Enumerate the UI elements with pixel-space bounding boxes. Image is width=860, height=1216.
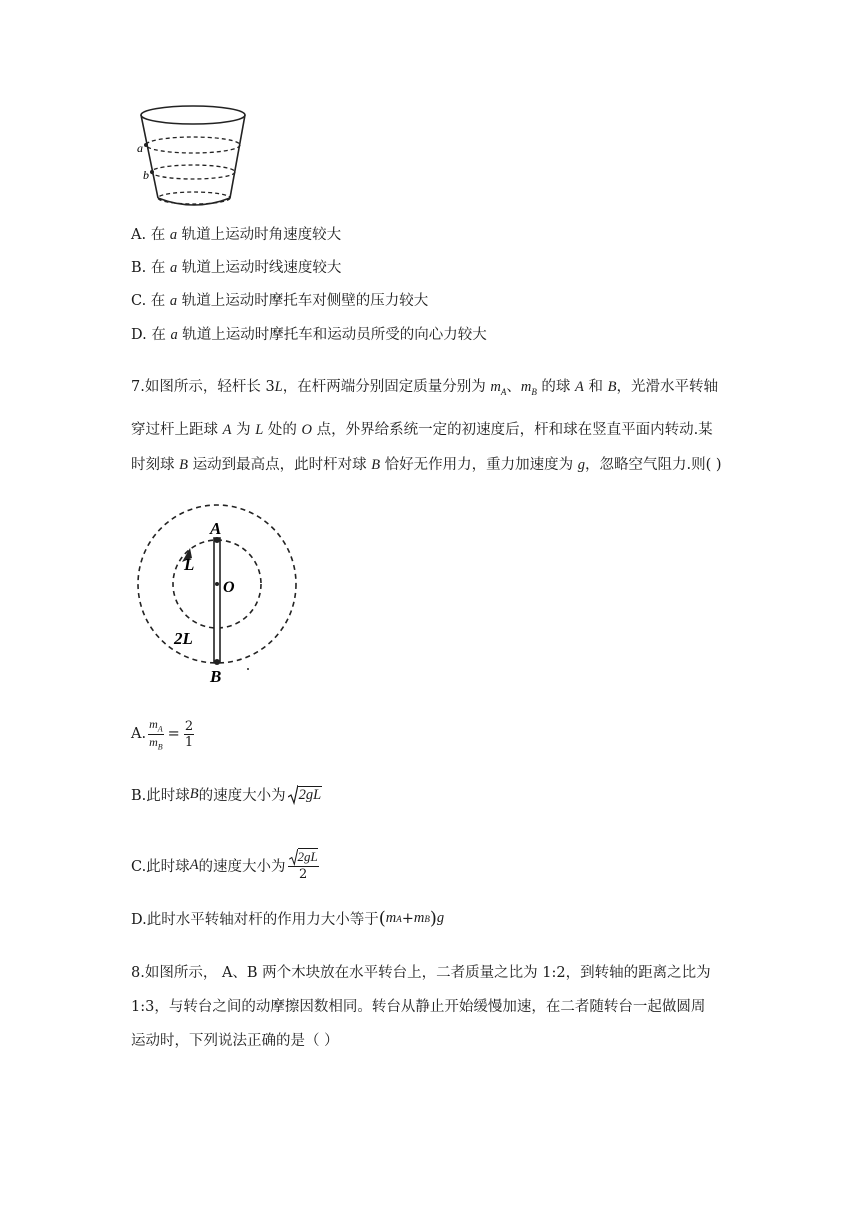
- label-B: B: [210, 667, 222, 686]
- q6-option-a: A. 在 a 轨道上运动时角速度较大: [131, 227, 342, 243]
- cup-label-b: b: [143, 168, 149, 182]
- q7-option-c: C.此时球 A 的速度大小为 $\frac{2gL}{2}$: [131, 848, 318, 882]
- q7-option-d: D.此时水平转轴对杆的作用力大小等于 ( m A + m B ) g: [131, 908, 445, 929]
- label-A: A: [210, 519, 222, 538]
- q6-option-b: B. 在 a 轨道上运动时线速度较大: [131, 260, 342, 276]
- q6-option-d: D. 在 a 轨道上运动时摩托车和运动员所受的向心力较大: [131, 327, 487, 343]
- q8-stem-line1: 8.如图所示， A、B 两个木块放在水平转台上，二者质量之比为 1:2，到转轴的距离之比为: [131, 965, 711, 981]
- q7-option-a: A. $\frac{m_A}{m_B}$ = $\frac{2}{1}$: [131, 717, 194, 751]
- q7-stem-line2: 穿过杆上距球 A 为 L 处的 O 点，外界给系统一定的初速度后，杆和球在竖直平面内转动.某: [131, 422, 713, 438]
- q8-stem-line2: 1:3，与转台之间的动摩擦因数相同。转台从静止开始缓慢加速，在二者随转台一起做圆周: [131, 999, 706, 1015]
- q8-stem-line3: 运动时，下列说法正确的是（ ）: [131, 1033, 339, 1049]
- q7-stem-line3: 时刻球 B 运动到最高点，此时杆对球 B 恰好无作用力，重力加速度为 g，忽略空气阻力.则( ): [131, 457, 722, 473]
- q7-option-b: B.此时球 B 的速度大小为 2gL: [131, 786, 322, 804]
- label-O: O: [223, 579, 235, 596]
- label-2L: 2L: [174, 629, 193, 648]
- cup-figure: [135, 100, 250, 215]
- label-L: L: [184, 555, 195, 574]
- q6-option-c: C. 在 a 轨道上运动时摩托车对侧壁的压力较大: [131, 293, 429, 309]
- q7-stem-line1: 7.如图所示，轻杆长 3L，在杆两端分别固定质量分别为 $m_A$、$m_B$ 的球 A 和 B，光滑水平转轴: [131, 379, 718, 397]
- cup-label-a: a: [137, 141, 143, 155]
- rod-rotation-figure: [130, 500, 305, 690]
